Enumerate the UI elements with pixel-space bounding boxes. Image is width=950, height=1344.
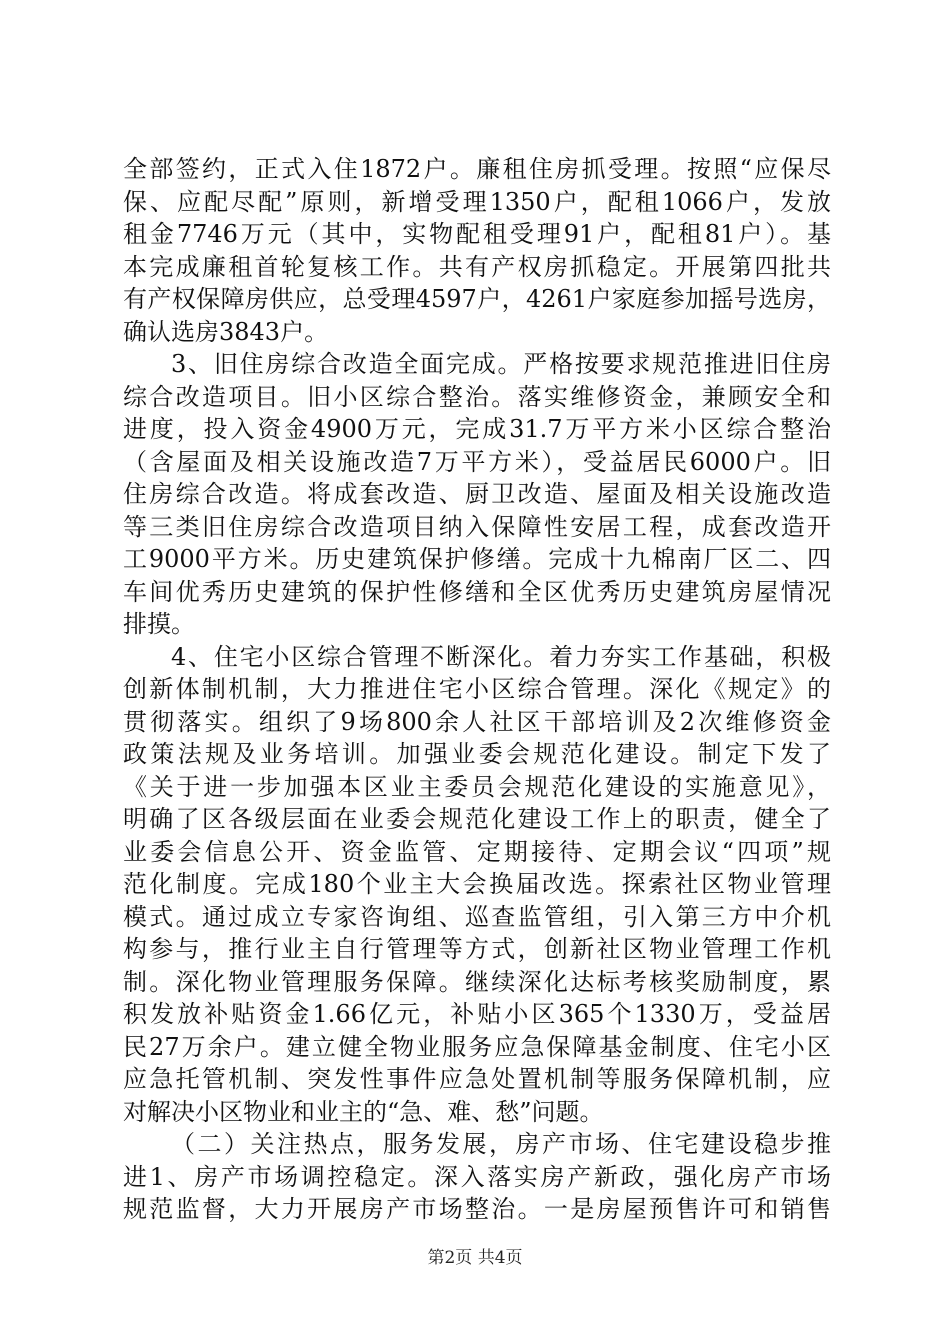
- document-body: [123, 153, 831, 1226]
- text-line: 模式。通过成立专家咨询组、巡查监管组，引入第三方中介机: [123, 902, 831, 931]
- text-line: 业委会信息公开、资金监管、定期接待、定期会议“四项”规: [123, 837, 831, 866]
- text-line: 进1、房产市场调控稳定。深入落实房产新政，强化房产市场: [123, 1162, 831, 1191]
- text-line: 确认选房3843户。: [123, 317, 329, 346]
- text-line: 排摸。: [123, 610, 195, 638]
- text-line: 全部签约，正式入住1872户。廉租住房抓受理。按照“应保尽: [123, 155, 831, 183]
- text-line: 进度，投入资金4900万元，完成31.7万平方米小区综合整治: [123, 415, 831, 443]
- text-line: 保、应配尽配”原则，新增受理1350户，配租1066户，发放: [123, 187, 831, 216]
- text-line: 本完成廉租首轮复核工作。共有产权房抓稳定。开展第四批共: [123, 252, 831, 281]
- text-line: （含屋面及相关设施改造7万平方米），受益居民6000户。旧: [123, 447, 831, 476]
- text-line: 范化制度。完成180个业主大会换届改选。探索社区物业管理: [123, 870, 831, 898]
- text-line: 等三类旧住房综合改造项目纳入保障性安居工程，成套改造开: [123, 512, 831, 541]
- text-line: 民27万余户。建立健全物业服务应急保障基金制度、住宅小区: [123, 1032, 831, 1061]
- text-line: 规范监督，大力开展房产市场整治。一是房屋预售许可和销售: [123, 1195, 831, 1223]
- text-line: 4、住宅小区综合管理不断深化。着力夯实工作基础，积极: [171, 642, 831, 671]
- text-line: 对解决小区物业和业主的“急、难、愁”问题。: [123, 1097, 604, 1126]
- page-footer: 第2页 共4页: [427, 1248, 523, 1268]
- text-line: 创新体制机制，大力推进住宅小区综合管理。深化《规定》的: [123, 675, 831, 703]
- text-line: 工9000平方米。历史建筑保护修缮。完成十九棉南厂区二、四: [123, 545, 831, 573]
- text-line: （二）关注热点，服务发展，房产市场、住宅建设稳步推: [171, 1130, 831, 1158]
- text-line: 综合改造项目。旧小区综合整治。落实维修资金，兼顾安全和: [123, 382, 831, 411]
- text-line: 车间优秀历史建筑的保护性修缮和全区优秀历史建筑房屋情况: [123, 577, 831, 606]
- text-line: 制。深化物业管理服务保障。继续深化达标考核奖励制度，累: [123, 967, 831, 996]
- text-line: 有产权保障房供应，总受理4597户，4261户家庭参加摇号选房，: [123, 285, 831, 313]
- text-line: 租金7746万元（其中，实物配租受理91户，配租81户）。基: [123, 220, 831, 248]
- text-line: 贯彻落实。组织了9场800余人社区干部培训及2次维修资金: [123, 707, 831, 736]
- text-line: 构参与，推行业主自行管理等方式，创新社区物业管理工作机: [123, 935, 831, 963]
- text-line: 明确了区各级层面在业委会规范化建设工作上的职责，健全了: [123, 805, 831, 833]
- text-line: 3、旧住房综合改造全面完成。严格按要求规范推进旧住房: [171, 350, 831, 378]
- text-line: 住房综合改造。将成套改造、厨卫改造、屋面及相关设施改造: [123, 480, 831, 508]
- text-line: 积发放补贴资金1.66亿元，补贴小区365个1330万，受益居: [123, 1000, 831, 1028]
- text-line: 政策法规及业务培训。加强业委会规范化建设。制定下发了: [123, 740, 831, 768]
- text-line: 应急托管机制、突发性事件应急处置机制等服务保障机制，应: [123, 1065, 831, 1093]
- text-line: 《关于进一步加强本区业主委员会规范化建设的实施意见》，: [123, 772, 831, 801]
